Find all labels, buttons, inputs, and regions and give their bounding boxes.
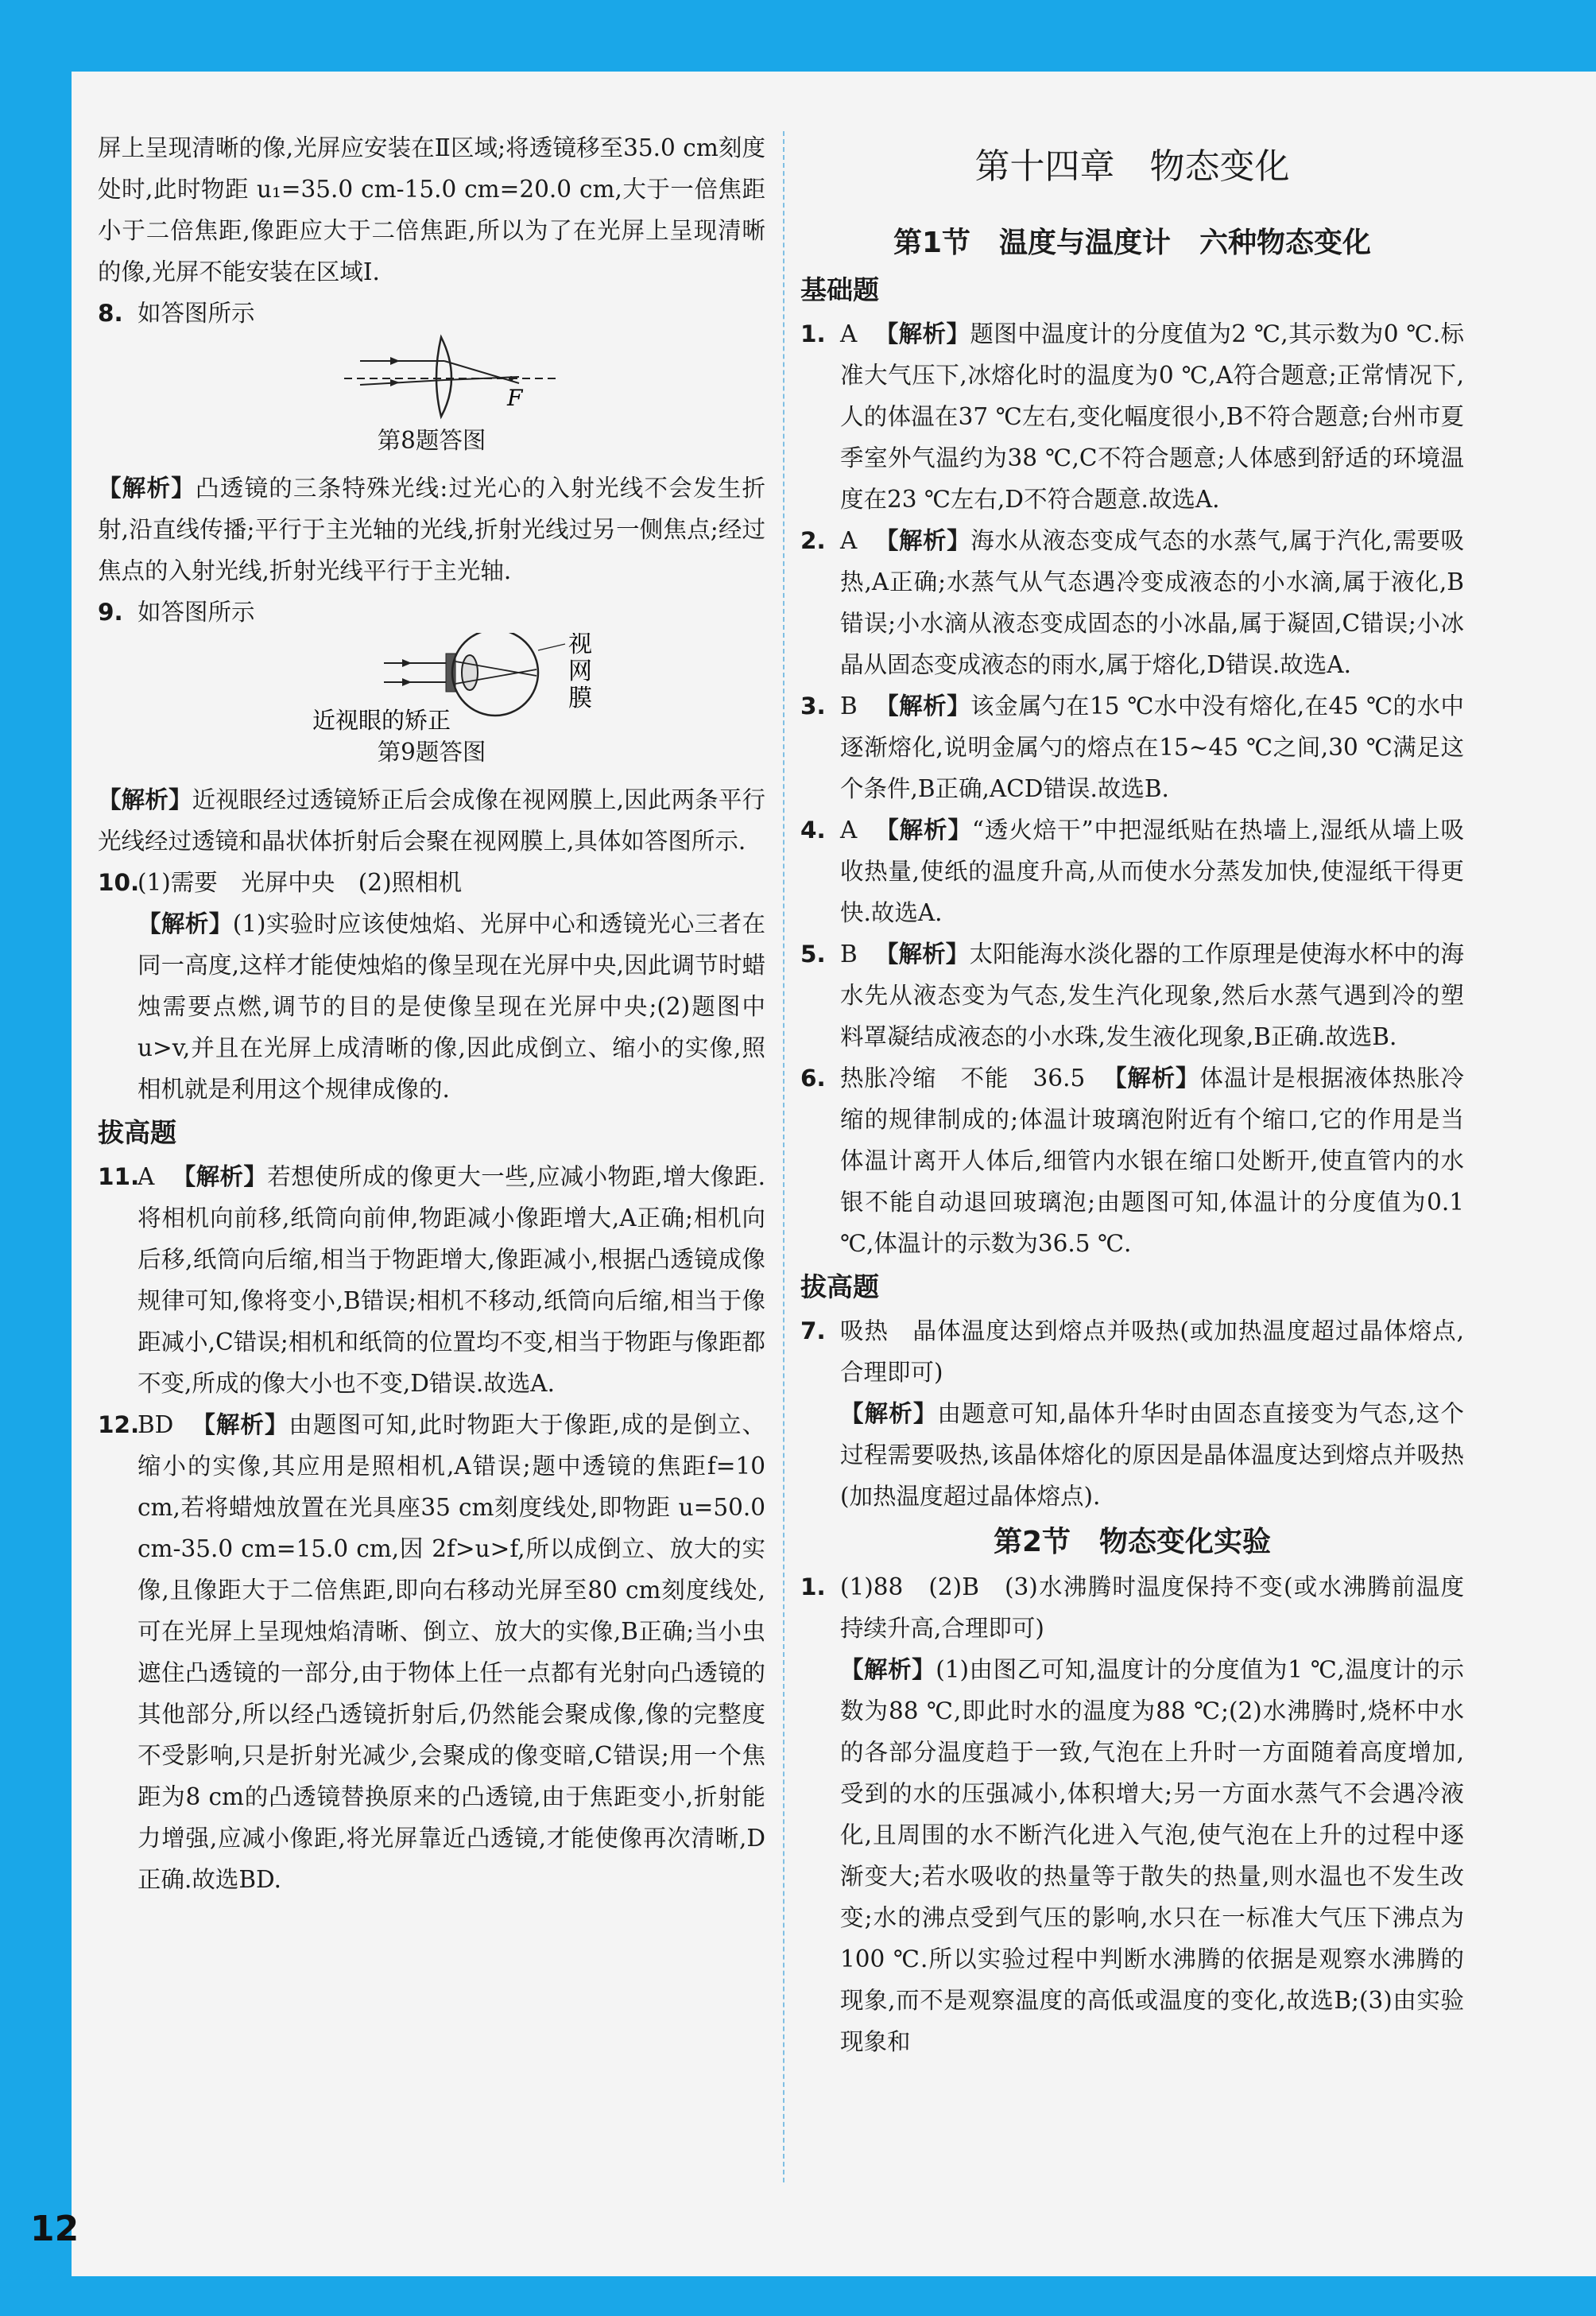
explanation-8 [98, 467, 765, 592]
question-number: 2. [800, 527, 826, 554]
question-number: 11. [98, 1163, 140, 1190]
question-number: 1. [800, 1573, 826, 1600]
chapter-title: 第十四章 物态变化 [974, 146, 1290, 187]
question-7 [800, 1310, 1464, 1393]
retina-label-2: 网 [568, 658, 592, 685]
question-8 [98, 293, 765, 334]
explanation-text: (1)由图乙可知,温度计的分度值为1 ℃,温度计的示数为88 ℃,即此时水的温度为88 ℃;(2)水沸腾时,烧杯中水的各部分温度趋于一致,气泡在上升时一方面随着高度增加,受到的水的压强减小,体积增大;另一方面水蒸气不会遇冷液化,且周围的水不断汽化进入气泡,使气泡在上升的过程中逐渐变大;若水吸收的热量等于散失的热量,则水温也不发生改变;水的沸点受到气压的影响,水只在一标准大气压下沸点为100 ℃.所以实验过程中判断水沸腾的依据是观察水沸腾的现象,而不是观察温度的高低或温度的变化,故选B;(3)由实验现象和 [840, 1656, 1464, 2055]
focus-label: F [507, 385, 523, 411]
explanation-tag: 【解析】 [874, 527, 971, 554]
question-9 [98, 592, 765, 633]
figure-8-caption: 第8题答图 [377, 427, 486, 454]
explanation-text: 题图中温度计的分度值为2 ℃,其示数为0 ℃.标准大气压下,冰熔化时的温度为0 ℃,A符合题意;正常情况下,人的体温在37 ℃左右,变化幅度很小,B不符合题意;台州市夏季室外气温约为38 ℃,C不符合题意;人体感到舒适的环境温度在23 ℃左右,D不符合题意.故选A. [840, 320, 1464, 513]
question-number: 9. [98, 599, 123, 626]
question-3 [800, 685, 1464, 809]
answer-choice: B [840, 941, 858, 968]
explanation-7 [800, 1393, 1464, 1517]
explanation-text: 海水从液态变成气态的水蒸气,属于汽化,需要吸热,A正确;水蒸气从气态遇冷变成液态的小水滴,属于液化,B错误;小水滴从液态变成固态的小冰晶,属于凝固,C错误;小冰晶从固态变成液态的雨水,属于熔化,D错误.故选A. [840, 527, 1464, 678]
question-12 [98, 1404, 765, 1900]
explanation-text: 近视眼经过透镜矫正后会成像在视网膜上,因此两条平行光线经过透镜和晶状体折射后会聚在视网膜上,具体如答图所示. [98, 786, 765, 855]
question-number: 10. [98, 869, 140, 896]
answer-choice: A [840, 527, 858, 554]
explanation-text: 由题意可知,晶体升华时由固态直接变为气态,这个过程需要吸热,该晶体熔化的原因是晶体温度达到熔点并吸热(加热温度超过晶体熔点). [840, 1400, 1464, 1510]
retina-label-3: 膜 [568, 685, 592, 712]
question-number: 7. [800, 1317, 826, 1344]
retina-label-1: 视 [568, 633, 592, 658]
section-2-title: 第2节 物态变化实验 [993, 1526, 1272, 1558]
question-number: 4. [800, 817, 826, 844]
explanation-1-section-2 [800, 1649, 1464, 2062]
left-column [98, 127, 765, 1900]
section-heading-basic: 基础题 [800, 274, 879, 305]
explanation-tag: 【解析】 [840, 1400, 938, 1427]
figure-9-caption: 第9题答图 [377, 739, 486, 766]
explanation-tag: 【解析】 [138, 910, 233, 937]
explanation-tag: 【解析】 [98, 475, 196, 502]
explanation-text: 体温计是根据液体热胀冷缩的规律制成的;体温计玻璃泡附近有个缩口,它的作用是当体温计离开人体后,细管内水银在缩口处断开,使直管内的水银不能自动退回玻璃泡;由题图可知,体温计的分度值为0.1 ℃,体温计的示数为36.5 ℃. [840, 1065, 1464, 1257]
explanation-tag: 【解析】 [98, 786, 192, 813]
explanation-text: 若想使所成的像更大一些,应减小物距,增大像距.将相机向前移,纸筒向前伸,物距减小像距增大,A正确;相机向后移,纸筒向后缩,相当于物距增大,像距减小,根据凸透镜成像规律可知,像将变小,B错误;相机不移动,纸筒向后缩,相当于像距减小,C错误;相机和纸筒的位置均不变,相当于物距与像距都不变,所成的像大小也不变,D错误.故选A. [138, 1163, 765, 1397]
myopia-correction-diagram [98, 633, 765, 731]
question-number: 1. [800, 320, 826, 347]
figure-8 [98, 334, 765, 420]
page-number: 12 [30, 2209, 79, 2249]
answer-choice: B [840, 692, 858, 720]
section-heading-advanced: 拔高题 [800, 1271, 879, 1302]
answer-text: 吸热 晶体温度达到熔点并吸热(或加热温度超过晶体熔点,合理即可) [840, 1317, 1464, 1386]
question-number: 6. [800, 1065, 826, 1092]
explanation-tag: 【解析】 [840, 1656, 936, 1683]
question-2 [800, 520, 1464, 685]
answer-choice: A [840, 817, 858, 844]
answer-choice: BD [138, 1411, 174, 1438]
question-5 [800, 933, 1464, 1057]
answer-text: 如答图所示 [138, 300, 255, 327]
explanation-text: 由题图可知,此时物距大于像距,成的是倒立、缩小的实像,其应用是照相机,A错误;题中透镜的焦距f=10 cm,若将蜡烛放置在光具座35 cm刻度线处,即物距 u=50.0 cm-35.0 cm=15.0 cm,因 2f>u>f,所以成倒立、放大的实像,且像距大于二倍焦距,即向右移动光屏至80 cm刻度线处,可在光屏上呈现烛焰清晰、倒立、放大的实像,B正确;当小虫遮住凸透镜的一部分,由于物体上任一点都有光射向凸透镜的其他部分,所以经凸透镜折射后,仍然能会聚成像,像的完整度不受影响,只是折射光减少,会聚成的像变暗,C错误;用一个焦距为8 cm的凸透镜替换原来的凸透镜,由于焦距变小,折射能力增强,应减小像距,将光屏靠近凸透镜,才能使像再次清晰,D正确.故选BD. [138, 1411, 765, 1893]
explanation-text: “透火焙干”中把湿纸贴在热墙上,湿纸从墙上吸收热量,使纸的温度升高,从而使水分蒸发加快,使湿纸干得更快.故选A. [840, 817, 1464, 926]
correction-label: 近视眼的矫正 [312, 707, 451, 731]
answer-text: 如答图所示 [138, 599, 255, 626]
explanation-tag: 【解析】 [172, 1163, 268, 1190]
explanation-text: (1)实验时应该使烛焰、光屏中心和透镜光心三者在同一高度,这样才能使烛焰的像呈现在光屏中央,因此调节时蜡烛需要点燃,调节的目的是使像呈现在光屏中央;(2)题图中 u>v,并且在光屏上成清晰的像,因此成倒立、缩小的实像,照相机就是利用这个规律成像的. [138, 910, 765, 1103]
explanation-tag: 【解析】 [191, 1411, 289, 1438]
question-11 [98, 1156, 765, 1404]
continued-paragraph: 屏上呈现清晰的像,光屏应安装在Ⅱ区域;将透镜移至35.0 cm刻度处时,此时物距 u₁=35.0 cm-15.0 cm=20.0 cm,大于一倍焦距小于二倍焦距,像距应大于二倍焦距,所以为了在光屏上呈现清晰的像,光屏不能安装在区域Ⅰ. [98, 134, 765, 285]
question-number: 5. [800, 941, 826, 968]
explanation-text: 太阳能海水淡化器的工作原理是使海水杯中的海水先从液态变为气态,发生汽化现象,然后水蒸气遇到冷的塑料罩凝结成液态的小水珠,发生液化现象,B正确.故选B. [840, 941, 1464, 1050]
column-divider [783, 131, 784, 2182]
section-heading-advanced: 拔高题 [98, 1117, 176, 1148]
explanation-tag: 【解析】 [874, 941, 970, 968]
explanation-9 [98, 779, 765, 862]
explanation-10 [98, 903, 765, 1110]
question-1 [800, 313, 1464, 520]
explanation-tag: 【解析】 [874, 817, 972, 844]
explanation-text: 凸透镜的三条特殊光线:过光心的入射光线不会发生折射,沿直线传播;平行于主光轴的光线,折射光线过另一侧焦点;经过焦点的入射光线,折射光线平行于主光轴. [98, 475, 765, 584]
question-number: 3. [800, 692, 826, 720]
question-6 [800, 1057, 1464, 1264]
figure-9 [98, 633, 765, 731]
question-number: 8. [98, 300, 123, 327]
question-10 [98, 862, 765, 903]
answer-choice: A [840, 320, 858, 347]
convex-lens-ray-diagram [98, 334, 765, 420]
answer-choice: A [138, 1163, 155, 1190]
answer-text: 热胀冷缩 不能 36.5 [840, 1065, 1086, 1092]
explanation-text: 该金属勺在15 ℃水中没有熔化,在45 ℃的水中逐渐熔化,说明金属勺的熔点在15~45 ℃之间,30 ℃满足这个条件,B正确,ACD错误.故选B. [840, 692, 1464, 802]
question-4 [800, 809, 1464, 933]
explanation-tag: 【解析】 [1102, 1065, 1200, 1092]
answer-text: (1)需要 光屏中央 (2)照相机 [138, 869, 463, 896]
explanation-tag: 【解析】 [874, 320, 970, 347]
section-1-title: 第1节 温度与温度计 六种物态变化 [893, 227, 1372, 259]
question-1-section-2 [800, 1566, 1464, 1649]
explanation-tag: 【解析】 [874, 692, 971, 720]
question-number: 12. [98, 1411, 140, 1438]
answer-text: (1)88 (2)B (3)水沸腾时温度保持不变(或水沸腾前温度持续升高,合理即可) [840, 1573, 1464, 1642]
right-column [800, 127, 1464, 2062]
